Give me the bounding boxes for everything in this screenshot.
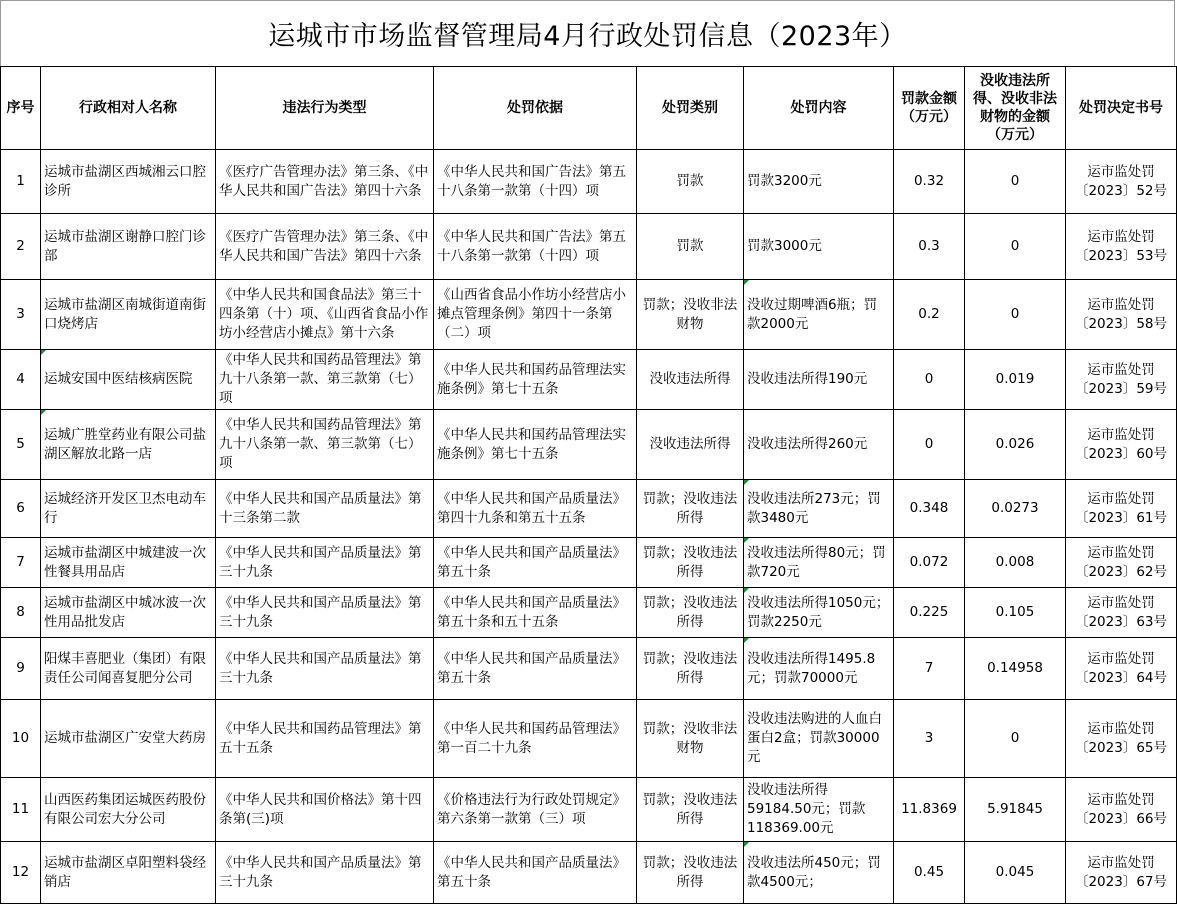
- cell-content: 没收违法购进的人血白蛋白2盒；罚款30000元: [744, 700, 894, 778]
- table-row: [1, 538, 1177, 588]
- cell-fine: 7: [894, 638, 965, 700]
- cell-seq: 12: [1, 842, 41, 904]
- header-basis: 处罚依据: [434, 67, 637, 150]
- cell-category: 罚款；没收违法所得: [637, 538, 744, 588]
- cell-type: 《中华人民共和国产品质量法》第三十九条: [216, 588, 434, 638]
- cell-category: 罚款；没收违法所得: [637, 778, 744, 842]
- cell-seq: 8: [1, 588, 41, 638]
- cell-decision: 运市监处罚〔2023〕67号: [1066, 842, 1177, 904]
- cell-type: 《中华人民共和国产品质量法》第三十九条: [216, 842, 434, 904]
- cell-type: 《中华人民共和国食品法》第三十四条第（十）项、《山西省食品小作坊小经营店小摊点》第十六条: [216, 280, 434, 350]
- table-row: [1, 280, 1177, 350]
- page-title: 运城市市场监督管理局4月行政处罚信息（2023年）: [0, 0, 1175, 66]
- table-row: [1, 588, 1177, 638]
- cell-name: 运城市盐湖区南城街道南街口烧烤店: [41, 280, 216, 350]
- cell-content: 没收违法所450元；罚款4500元；: [744, 842, 894, 904]
- cell-category: 没收违法所得: [637, 350, 744, 410]
- cell-basis: 《价格违法行为行政处罚规定》第六条第一款第（三）项: [434, 778, 637, 842]
- cell-content: 没收违法所得80元；罚款720元: [744, 538, 894, 588]
- cell-basis: 《中华人民共和国药品管理法实施条例》第七十五条: [434, 410, 637, 480]
- cell-content: 罚款3000元: [744, 214, 894, 280]
- cell-category: 罚款: [637, 150, 744, 214]
- cell-content: 罚款3200元: [744, 150, 894, 214]
- cell-basis: 《中华人民共和国药品管理法实施条例》第七十五条: [434, 350, 637, 410]
- cell-confiscated: 0.14958: [965, 638, 1066, 700]
- cell-name: 阳煤丰喜肥业（集团）有限责任公司闻喜复肥分公司: [41, 638, 216, 700]
- cell-fine: 0.2: [894, 280, 965, 350]
- cell-name: 运城市盐湖区西城湘云口腔诊所: [41, 150, 216, 214]
- cell-type: 《中华人民共和国价格法》第十四条第(三)项: [216, 778, 434, 842]
- header-row: [1, 67, 1177, 150]
- cell-fine: 0.072: [894, 538, 965, 588]
- cell-confiscated: 0.105: [965, 588, 1066, 638]
- cell-seq: 9: [1, 638, 41, 700]
- cell-fine: 0.32: [894, 150, 965, 214]
- cell-basis: 《中华人民共和国广告法》第五十八条第一款第（十四）项: [434, 214, 637, 280]
- cell-basis: 《山西省食品小作坊小经营店小摊点管理条例》第四十一条第（二）项: [434, 280, 637, 350]
- table-row: [1, 214, 1177, 280]
- cell-name: 运城市盐湖区谢静口腔门诊部: [41, 214, 216, 280]
- cell-type: 《医疗广告管理办法》第三条、《中华人民共和国广告法》第四十六条: [216, 214, 434, 280]
- header-content: 处罚内容: [744, 67, 894, 150]
- cell-decision: 运市监处罚〔2023〕53号: [1066, 214, 1177, 280]
- cell-name: 运城安国中医结核病医院: [41, 350, 216, 410]
- cell-seq: 11: [1, 778, 41, 842]
- cell-decision: 运市监处罚〔2023〕60号: [1066, 410, 1177, 480]
- cell-basis: 《中华人民共和国产品质量法》第五十条: [434, 638, 637, 700]
- cell-type: 《中华人民共和国药品管理法》第九十八条第一款、第三款第（七）项: [216, 410, 434, 480]
- cell-type: 《中华人民共和国产品质量法》第十三条第二款: [216, 480, 434, 538]
- cell-name: 运城市盐湖区中城冰波一次性用品批发店: [41, 588, 216, 638]
- table-row: [1, 480, 1177, 538]
- cell-name: 运城市盐湖区中城建波一次性餐具用品店: [41, 538, 216, 588]
- cell-name: 运城市盐湖区卓阳塑料袋经销店: [41, 842, 216, 904]
- cell-type: 《中华人民共和国药品管理法》第五十五条: [216, 700, 434, 778]
- table-body: [1, 150, 1177, 904]
- cell-type: 《医疗广告管理办法》第三条、《中华人民共和国广告法》第四十六条: [216, 150, 434, 214]
- cell-fine: 0: [894, 350, 965, 410]
- cell-type: 《中华人民共和国产品质量法》第三十九条: [216, 638, 434, 700]
- header-category: 处罚类别: [637, 67, 744, 150]
- cell-confiscated: 0: [965, 700, 1066, 778]
- cell-content: 没收违法所得1050元；罚款2250元: [744, 588, 894, 638]
- cell-category: 罚款；没收非法财物: [637, 280, 744, 350]
- cell-category: 罚款；没收非法财物: [637, 700, 744, 778]
- cell-fine: 0.348: [894, 480, 965, 538]
- table-row: [1, 150, 1177, 214]
- cell-confiscated: 0.008: [965, 538, 1066, 588]
- table-row: [1, 842, 1177, 904]
- cell-confiscated: 0.026: [965, 410, 1066, 480]
- cell-decision: 运市监处罚〔2023〕63号: [1066, 588, 1177, 638]
- cell-fine: 0: [894, 410, 965, 480]
- cell-basis: 《中华人民共和国产品质量法》第四十九条和第五十五条: [434, 480, 637, 538]
- header-seq: 序号: [1, 67, 41, 150]
- cell-basis: 《中华人民共和国广告法》第五十八条第一款第（十四）项: [434, 150, 637, 214]
- cell-fine: 11.8369: [894, 778, 965, 842]
- cell-seq: 3: [1, 280, 41, 350]
- table-row: [1, 638, 1177, 700]
- cell-seq: 7: [1, 538, 41, 588]
- table-row: [1, 778, 1177, 842]
- cell-seq: 2: [1, 214, 41, 280]
- cell-confiscated: 5.91845: [965, 778, 1066, 842]
- cell-confiscated: 0: [965, 214, 1066, 280]
- header-type: 违法行为类型: [216, 67, 434, 150]
- header-name: 行政相对人名称: [41, 67, 216, 150]
- cell-decision: 运市监处罚〔2023〕65号: [1066, 700, 1177, 778]
- cell-confiscated: 0.045: [965, 842, 1066, 904]
- cell-content: 没收违法所得260元: [744, 410, 894, 480]
- cell-seq: 1: [1, 150, 41, 214]
- cell-basis: 《中华人民共和国产品质量法》第五十条: [434, 538, 637, 588]
- header-fine: 罚款金额（万元）: [894, 67, 965, 150]
- cell-category: 罚款；没收违法所得: [637, 638, 744, 700]
- cell-content: 没收违法所得190元: [744, 350, 894, 410]
- cell-decision: 运市监处罚〔2023〕64号: [1066, 638, 1177, 700]
- cell-basis: 《中华人民共和国药品管理法》第一百二十九条: [434, 700, 637, 778]
- cell-basis: 《中华人民共和国产品质量法》第五十条: [434, 842, 637, 904]
- cell-category: 罚款；没收违法所得: [637, 480, 744, 538]
- cell-type: 《中华人民共和国药品管理法》第九十八条第一款、第三款第（七）项: [216, 350, 434, 410]
- cell-category: 罚款；没收违法所得: [637, 842, 744, 904]
- cell-content: 没收违法所273元；罚款3480元: [744, 480, 894, 538]
- cell-fine: 0.3: [894, 214, 965, 280]
- cell-fine: 0.225: [894, 588, 965, 638]
- cell-confiscated: 0.0273: [965, 480, 1066, 538]
- cell-confiscated: 0: [965, 150, 1066, 214]
- header-confiscated: 没收违法所得、没收非法财物的金额（万元）: [965, 67, 1066, 150]
- cell-content: 没收过期啤酒6瓶；罚款2000元: [744, 280, 894, 350]
- cell-type: 《中华人民共和国产品质量法》第三十九条: [216, 538, 434, 588]
- table-row: [1, 350, 1177, 410]
- cell-content: 没收违法所得1495.8元；罚款70000元: [744, 638, 894, 700]
- cell-category: 罚款: [637, 214, 744, 280]
- table-row: [1, 700, 1177, 778]
- cell-seq: 5: [1, 410, 41, 480]
- cell-name: 运城经济开发区卫杰电动车行: [41, 480, 216, 538]
- cell-seq: 4: [1, 350, 41, 410]
- cell-fine: 0.45: [894, 842, 965, 904]
- cell-basis: 《中华人民共和国产品质量法》第五十条和五十五条: [434, 588, 637, 638]
- cell-category: 罚款；没收违法所得: [637, 588, 744, 638]
- cell-category: 没收违法所得: [637, 410, 744, 480]
- cell-decision: 运市监处罚〔2023〕62号: [1066, 538, 1177, 588]
- cell-decision: 运市监处罚〔2023〕66号: [1066, 778, 1177, 842]
- penalty-table: [0, 66, 1177, 904]
- cell-name: 运城市盐湖区广安堂大药房: [41, 700, 216, 778]
- cell-decision: 运市监处罚〔2023〕52号: [1066, 150, 1177, 214]
- cell-seq: 10: [1, 700, 41, 778]
- cell-confiscated: 0.019: [965, 350, 1066, 410]
- cell-confiscated: 0: [965, 280, 1066, 350]
- cell-name: 运城广胜堂药业有限公司盐湖区解放北路一店: [41, 410, 216, 480]
- cell-decision: 运市监处罚〔2023〕59号: [1066, 350, 1177, 410]
- table-row: [1, 410, 1177, 480]
- cell-decision: 运市监处罚〔2023〕58号: [1066, 280, 1177, 350]
- cell-fine: 3: [894, 700, 965, 778]
- cell-name: 山西医药集团运城医药股份有限公司宏大分公司: [41, 778, 216, 842]
- cell-content: 没收违法所得59184.50元；罚款118369.00元: [744, 778, 894, 842]
- header-decision: 处罚决定书号: [1066, 67, 1177, 150]
- cell-seq: 6: [1, 480, 41, 538]
- cell-decision: 运市监处罚〔2023〕61号: [1066, 480, 1177, 538]
